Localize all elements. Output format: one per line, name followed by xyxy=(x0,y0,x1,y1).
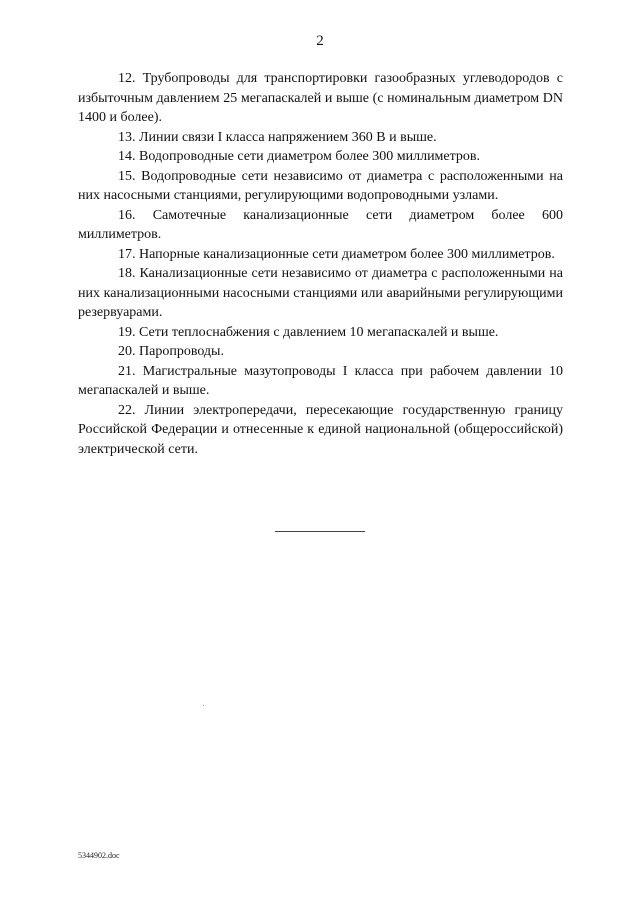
list-item-21: 21. Магистральные мазутопроводы I класса при рабочем давлении 10 мегапаскалей и выше. xyxy=(78,363,563,398)
scan-speck xyxy=(203,705,204,706)
list-item-12: 12. Трубопроводы для транспортировки газообразных углеводородов с избыточным давлением 25 мегапаскалей и выше (с номинальным диаметром DN 1400 и более). xyxy=(78,71,563,125)
page-number: 2 xyxy=(316,33,324,49)
footer-filename: 5344902.doc xyxy=(78,851,120,860)
list-item-14: 14. Водопроводные сети диаметром более 300 миллиметров. xyxy=(118,149,481,164)
list-item-15: 15. Водопроводные сети независимо от диаметра с расположенными на них насосными станциями, регулирующими водопроводными узлами. xyxy=(78,168,563,203)
list-item-13: 13. Линии связи I класса напряжением 360 В и выше. xyxy=(118,129,437,145)
end-divider xyxy=(275,531,365,532)
document-body xyxy=(78,69,563,459)
list-item-19: 19. Сети теплоснабжения с давлением 10 мегапаскалей и выше. xyxy=(118,324,499,340)
list-item-20: 20. Паропроводы. xyxy=(118,344,224,359)
list-item-17: 17. Напорные канализационные сети диаметром более 300 миллиметров. xyxy=(118,246,555,262)
list-item-16: 16. Самотечные канализационные сети диаметром более 600 миллиметров. xyxy=(78,207,563,242)
list-item-22: 22. Линии электропередачи, пересекающие государственную границу Российской Федерации и отнесенные к единой национальной (общероссийской) электрической сети. xyxy=(78,402,563,457)
list-item-18: 18. Канализационные сети независимо от диаметра с расположенными на них канализационными насосными станциями или аварийными регулирующими резервуарами. xyxy=(78,266,563,320)
